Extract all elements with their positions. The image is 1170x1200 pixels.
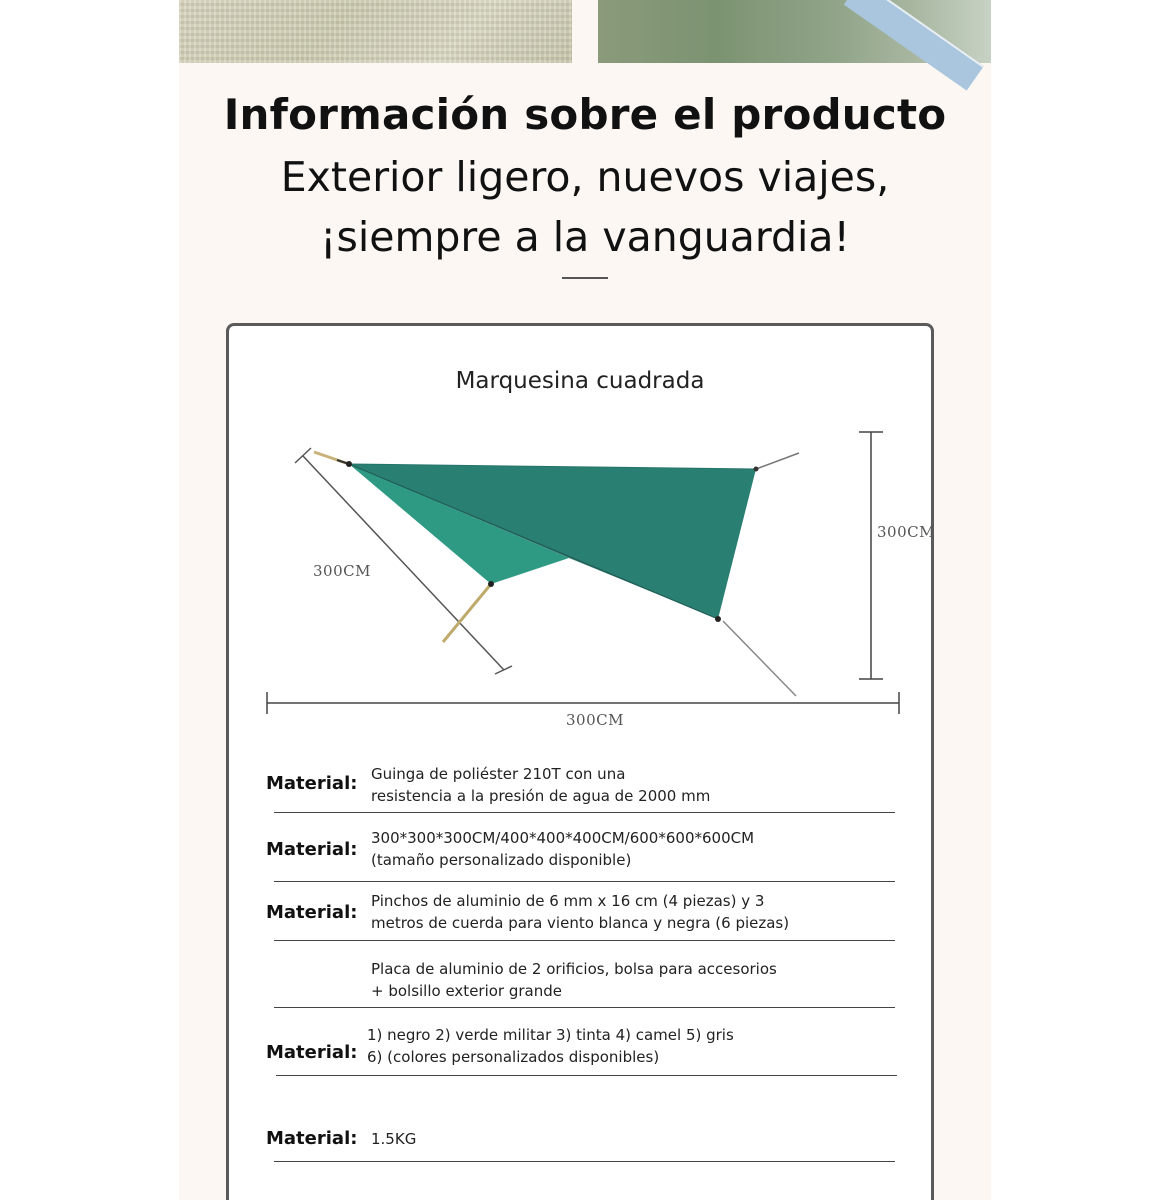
spec-label-size: Material: <box>266 839 358 860</box>
spec-divider <box>274 1007 895 1008</box>
spec-card <box>226 323 934 1200</box>
spec-value-accessories <box>371 890 851 934</box>
spec-text: 6) (colores personalizados disponibles) <box>367 1048 660 1066</box>
spec-value-weight: 1.5KG <box>371 1130 417 1148</box>
product-info-page <box>179 0 991 1200</box>
subtitle-line-1: Exterior ligero, nuevos viajes, <box>280 153 890 201</box>
page-title: Información sobre el producto <box>223 90 947 139</box>
tarp-diagram <box>229 326 931 726</box>
spec-divider <box>274 881 895 882</box>
spec-text: Guinga de poliéster 210T con una <box>371 765 626 783</box>
spec-text: resistencia a la presión de agua de 2000 mm <box>371 787 711 805</box>
card-title: Marquesina cuadrada <box>455 368 705 394</box>
spec-value-fabric <box>371 763 851 807</box>
spec-divider <box>274 812 895 813</box>
strap-detail <box>844 0 984 91</box>
spec-label-weight: Material: <box>266 1128 358 1149</box>
spec-label-accessories: Material: <box>266 902 358 923</box>
spec-text: + bolsillo exterior grande <box>371 982 563 1000</box>
spec-text: (tamaño personalizado disponible) <box>371 851 632 869</box>
subtitle-line-2: ¡siempre a la vanguardia! <box>320 213 850 261</box>
spec-value-size <box>371 827 851 871</box>
spec-label-colors: Material: <box>266 1042 358 1063</box>
spec-text: metros de cuerda para viento blanca y negra (6 piezas) <box>371 914 790 932</box>
spec-label-fabric: Material: <box>266 773 358 794</box>
fabric-photo <box>179 0 572 63</box>
dimension-width-label: 300CM <box>566 711 624 729</box>
spec-value-extras <box>371 958 851 1002</box>
title-divider <box>562 277 608 279</box>
spec-divider <box>274 940 895 941</box>
spec-divider <box>274 1161 895 1162</box>
spec-text: Placa de aluminio de 2 orificios, bolsa para accesorios <box>371 960 777 978</box>
spec-text: 300*300*300CM/400*400*400CM/600*600*600CM <box>371 829 755 847</box>
spec-text: 1) negro 2) verde militar 3) tinta 4) camel 5) gris <box>367 1026 734 1044</box>
spec-divider <box>276 1075 897 1076</box>
outdoor-photo <box>598 0 991 63</box>
spec-value-colors <box>367 1024 847 1068</box>
dimension-left-label: 300CM <box>313 562 371 580</box>
dimension-height-label: 300CM <box>877 523 935 541</box>
spec-text: Pinchos de aluminio de 6 mm x 16 cm (4 piezas) y 3 <box>371 892 765 910</box>
